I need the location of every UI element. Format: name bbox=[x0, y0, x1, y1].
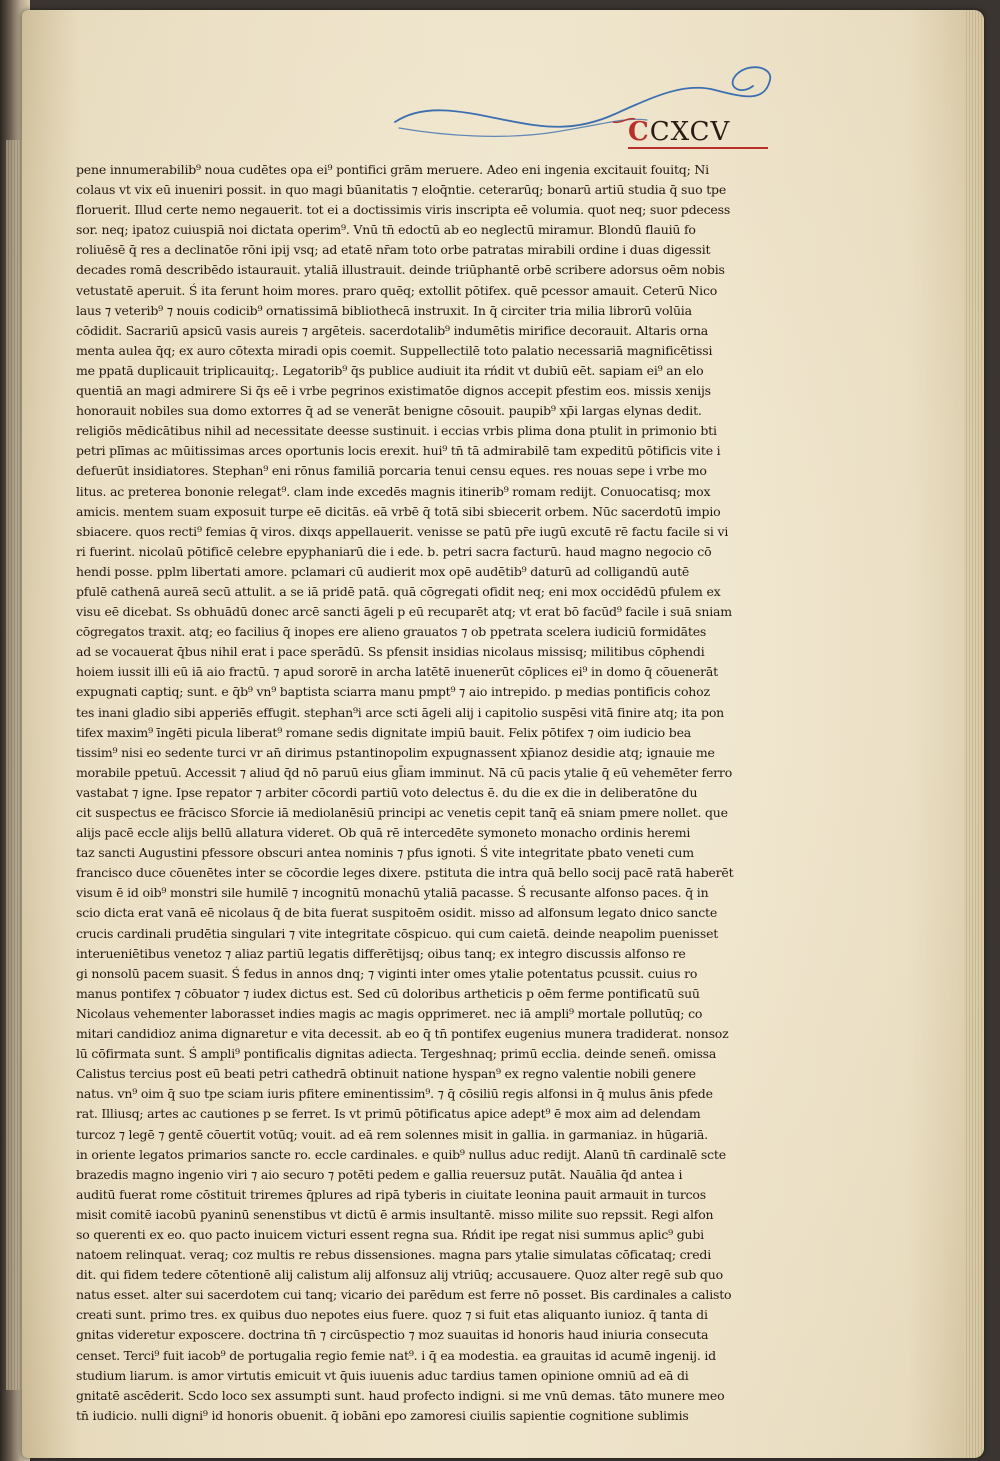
text-line: ri fuerint. nicolaū pōtificē celebre epyphaniarū die i ede. b. petri sacra facturū. haud magno negocio cō bbox=[76, 543, 712, 559]
text-line: studium liarum. is amor virtutis emicuit vt q̄uis iuuenis aduc tardius tamen opinione omniū ad eā di bbox=[76, 1367, 689, 1383]
text-line: scio dicta erat vanā eē nicolaus q̄ de bita fuerat suspitoēm osidit. misso ad alfonsum legato dnico sancte bbox=[76, 905, 718, 921]
text-line: tissim⁹ nisi eo sedente turci vr an̄ dirimus pstantinopolim expugnassent xp̄ianoz desidie atq; ignauie me bbox=[76, 744, 715, 760]
text-line: vastabat ⁊ igne. Ipse repator ⁊ arbiter cōcordi partiū voto delectus ē. du die ex die in deliberatōne du bbox=[76, 784, 698, 800]
text-line: pfulē cathenā aureā secū attulit. a se iā pridē patā. quā cōgregati ofidit neq; eni mox occidēdū pfulem ex bbox=[76, 583, 721, 599]
text-line: gi nonsolū pacem suasit. Ś fedus in annos dnq; ⁊ viginti inter omes ytalie potentatus pcussit. cuius ro bbox=[76, 965, 698, 981]
folio-initial: C bbox=[628, 117, 650, 147]
text-line: vetustatē aperuit. Ś ita ferunt hoim mores. praro quēq; extollit pōtifex. quē pcessor amauit. Ceterū Nico bbox=[76, 282, 718, 298]
text-line: petri plīmas ac mūitissimas arces oportunis locis erexit. hui⁹ tn̄ tā admirabilē tam expeditū pōtificis vite i bbox=[76, 443, 721, 459]
text-line: cōgregatos traxit. atq; eo facilius q̄ inopes ere alieno grauatos ⁊ ob ppetrata scelera iudiciū formidātes bbox=[76, 624, 707, 640]
text-line: mitari candidioz anima dignaretur e vita decessit. ab eo q̄ tn̄ pontifex eugenius munera tradiderat. nonsoz bbox=[76, 1026, 729, 1042]
text-line: hendi posse. pplm libertati amore. pclamari cū audierit mox opē audētib⁹ daturū ad colligandū autē bbox=[76, 563, 690, 579]
text-line: morabile ppetuū. Accessit ⁊ aliud q̄d nō paruū eius gl̄iam imminut. Nā cū pacis ytalie q̄ eū vehemēter ferro bbox=[76, 764, 733, 780]
text-line: misit comitē iacobū pyaninū senenstibus vt dictū ē armis insultantē. misso milite suo repssit. Regi alfon bbox=[76, 1206, 714, 1222]
text-line: sbiacere. quos recti⁹ femias q̄ viros. dixqs appellauerit. venisse se patū pr̄e iugū excutē rē factu facile si vi bbox=[76, 523, 729, 539]
text-line: natus. vn⁹ oim q̄ suo tpe sciam iuris pfitere eminentissim⁹. ⁊ q̄ cōsiliū regis alfonsi in q̄ mulus ānis pfede bbox=[76, 1086, 713, 1102]
text-line: laus ⁊ veterib⁹ ⁊ nouis codicib⁹ ornatissimā bibliothecā instruxit. In q̄ circiter tria milia librorū volūia bbox=[76, 302, 692, 318]
text-line: me ppatā duplicauit triplicauitq;. Legatorib⁹ q̄s publice audiuit ita rńdit vt dubiū eēt. sapiam ei⁹ an elo bbox=[76, 362, 704, 378]
text-line: tifex maxim⁹ īngēti picula liberat⁹ romane sedis dignitate impiū bauit. Felix pōtifex ⁊ oim iudicio bea bbox=[76, 724, 692, 740]
text-line: Nicolaus vehementer laborasset indies magis ac magis opprimeret. nec iā ampli⁹ mortale pollutūq; co bbox=[76, 1005, 703, 1021]
text-line: francisco duce cōuenētes inter se cōcordie leges dixere. pstituta die intra quā bello socij pacē ratā haberēt bbox=[76, 865, 734, 881]
text-line: manus pontifex ⁊ cōbuator ⁊ iudex dictus est. Sed cū doloribus artheticis p oēm ferme pontificatū suū bbox=[76, 985, 700, 1001]
text-line: pene innumerabilib⁹ noua cudētes opa ei⁹ pontifici grām meruere. Adeo eni ingenia excitauit fouitq; Ni bbox=[76, 162, 709, 177]
text-line: visu eē dicebat. Ss obhuādū donec arcē sancti āgeli p eū recuparēt atq; vt erat bō facūd⁹ facile i suā sniam bbox=[76, 604, 732, 620]
page-fore-edge bbox=[964, 10, 984, 1458]
text-line: lū cōfirmata sunt. Ś ampli⁹ pontificalis dignitas adiecta. Tergeshnaq; primū ecclia. deinde seneñ. omissa bbox=[76, 1046, 717, 1062]
text-line: crucis cardinali prudētia singulari ⁊ vite integritate cōspicuo. qui cum caietā. deinde neapolim puenisset bbox=[76, 925, 719, 941]
text-line: cōdidit. Sacrariū apsicū vasis aureis ⁊ argēteis. sacerdotalib⁹ indumētis mirifice decorauit. Altaris orna bbox=[76, 322, 709, 338]
text-line: alijs pacē eccle alijs bellū allatura videret. Ob quā rē intercedēte symoneto monacho ordinis heremi bbox=[76, 825, 691, 841]
text-line: creati sunt. primo tres. ex quibus duo nepotes eius fuere. quoz ⁊ si fuit etas aliquanto iunioz. q̄ tanta di bbox=[76, 1307, 708, 1323]
text-line: roliuēsē q̄ res a declinatōe rōni ipij vsq; ad etatē nr̄am toto orbe patratas mirabili ordine i duas digessit bbox=[76, 242, 711, 258]
text-line: natus esset. alter sui sacerdotem cui tanq; vicario dei parēdum est ferre nō posset. Bis cardinales a calisto bbox=[76, 1287, 732, 1303]
text-line: gnitatē ascēderit. Scdo loco sex assumpti sunt. haud profecto indigni. si me vnū demas. tāto munere meo bbox=[76, 1387, 725, 1403]
text-line: censet. Terci⁹ fuit iacob⁹ de portugalia regio femie nat⁹. i q̄ ea modestia. ea grauitas id acumē ingenij. id bbox=[76, 1347, 716, 1363]
text-line: visum ē id oib⁹ monstri sile humilē ⁊ incognitū monachū ytaliā pacasse. Ś recusante alfonso paces. q̄ in bbox=[76, 885, 709, 901]
text-line: hoiem iussit illi eū iā aio fractū. ⁊ apud sororē in archa latētē inuenerūt cōplices ei⁹ in domo q̄ cōuenerāt bbox=[76, 664, 718, 680]
text-line: tes inani gladio sibi apperiēs effugit. stephan⁹i arce scti āgeli alij i capitolio suspēsi vitā finire atq; ita pon bbox=[76, 704, 724, 720]
text-line: floruerit. Illud certe nemo negauerit. tot ei a doctissimis viris inscripta eē volumia. quot neq; suor pdecess bbox=[76, 202, 731, 218]
text-line: expugnati captiq; sunt. e q̄b⁹ vn⁹ baptista sciarra manu pmpt⁹ ⁊ aio intrepido. p medias pontificis cohoz bbox=[76, 684, 710, 700]
printed-text-block bbox=[76, 160, 766, 1426]
text-line: litus. ac preterea bononie relegat⁹. clam inde excedēs magnis itinerib⁹ romam redijt. Conuocatisq; mox bbox=[76, 483, 711, 499]
text-line: taz sancti Augustini pfessore obscuri antea nominis ⁊ pfus ignoti. Ś vite integritate pbato veneti cum bbox=[76, 845, 694, 861]
page-stack bbox=[6, 140, 22, 1390]
text-line: menta aulea q̄q; ex auro cōtexta miradi opis coemit. Suppellectilē toto palatio necessariā magnificētissi bbox=[76, 342, 713, 358]
text-line: gnitas videretur exposcere. doctrina tn̄ ⁊ circūspectio ⁊ moz suauitas id honoris haud iniuria consecuta bbox=[76, 1327, 709, 1343]
folio-number bbox=[628, 117, 730, 147]
text-line: quentiā an magi admirere Si q̄s eē i vrbe pegrinos existimatōe dignos accepit pfestim eos. missis xenijs bbox=[76, 383, 711, 399]
text-line: dit. qui fidem tedere cōtentionē alij calistum alij alfonsuz alij vtriūq; accusauere. Quoz alter regē sub quo bbox=[76, 1267, 723, 1283]
text-line: tn̄ iudicio. nulli digni⁹ id honoris obuenit. q̄ iobāni epo zamoresi ciuilis sapientie cognitione sublimis bbox=[76, 1407, 689, 1423]
text-line: interueniētibus venetoz ⁊ aliaz partiū legatis differētijsq; oibus tanq; ex integro discussis alfonso re bbox=[76, 945, 686, 961]
text-line: defuerūt insidiatores. Stephan⁹ eni rōnus familiā porcaria tenui censu eques. res nouas sepe i vrbe mo bbox=[76, 463, 707, 479]
text-line: auditū fuerat rome cōstituit triremes q̄plures ad ripā tyberis in ciuitate leonina pauit armauit in turcos bbox=[76, 1186, 706, 1202]
text-line: honorauit nobiles sua domo extorres q̄ ad se venerāt benigne cōsouit. paupib⁹ xp̄i largas elynas dedit. bbox=[76, 403, 702, 419]
text-line: amicis. mentem suam exposuit turpe eē dicitās. eā vrbē q̄ totā sibi sbiecerit orbem. Nūc sacerdotū impio bbox=[76, 503, 721, 519]
text-line: cit suspectus ee frācisco Sforcie iā mediolanēsiū principi ac venetis cepit tanq̄ eā sniam pmere nollet. que bbox=[76, 805, 728, 820]
text-line: natoem relinquat. veraq; coz multis re rebus dissensiones. magna pars ytalie simulatas cōficataq; credi bbox=[76, 1247, 711, 1263]
folio-rule bbox=[628, 147, 768, 149]
text-line: brazedis magno ingenio viri ⁊ aio securo ⁊ potēti pedem e gallia reuersuz putāt. Nauālia q̄d antea i bbox=[76, 1166, 683, 1182]
text-line: in oriente legatos primarios sancte ro. eccle cardinales. e quib⁹ nullus aduc redijt. Alanū tn̄ cardinalē scte bbox=[76, 1146, 726, 1162]
text-line: Calistus tercius post eū beati petri cathedrā obtinuit natione hyspan⁹ ex regno valentie nobili genere bbox=[76, 1066, 696, 1082]
text-line: so querenti ex eo. quo pacto inuicem victuri essent regna sua. Rńdit ipe regat nisi summus aplic⁹ gubi bbox=[76, 1226, 704, 1242]
text-line: colaus vt vix eū inueniri possit. in quo magi būanitatis ⁊ eloq̄ntie. ceterarūq; bonarū artiū studia q̄ suo tpe bbox=[76, 182, 727, 198]
text-line: sor. neq; ipatoz cuiuspiā noi dictata operim⁹. Vnū tn̄ edoctū ab eo neglectū miramur. Blondū flauiū fo bbox=[76, 222, 696, 238]
text-line: turcoz ⁊ legē ⁊ gentē cōuertit votūq; vouit. ad eā rem solennes misit in gallia. in garmaniaz. in hūgariā. bbox=[76, 1126, 708, 1142]
folio-rest: CXCV bbox=[649, 117, 731, 147]
text-line: rat. Illiusq; artes ac cautiones p se ferret. Is vt primū pōtificatus apice adept⁹ ē mox aim ad delendam bbox=[76, 1106, 701, 1122]
text-line: ad se vocauerat q̄bus nihil erat i pace sperādū. Ss pfensit insidias nicolaus missisq; militibus cōphendi bbox=[76, 644, 705, 660]
text-line: decades romā describēdo istaurauit. ytaliā illustrauit. deinde triūphantē orbē scribere adorsus oēm nobis bbox=[76, 262, 725, 278]
text-line: religiōs mēdicātibus nihil ad necessitate deesse sustinuit. i eccias vrbis plima dona ptulit in primonio bti bbox=[76, 423, 717, 439]
